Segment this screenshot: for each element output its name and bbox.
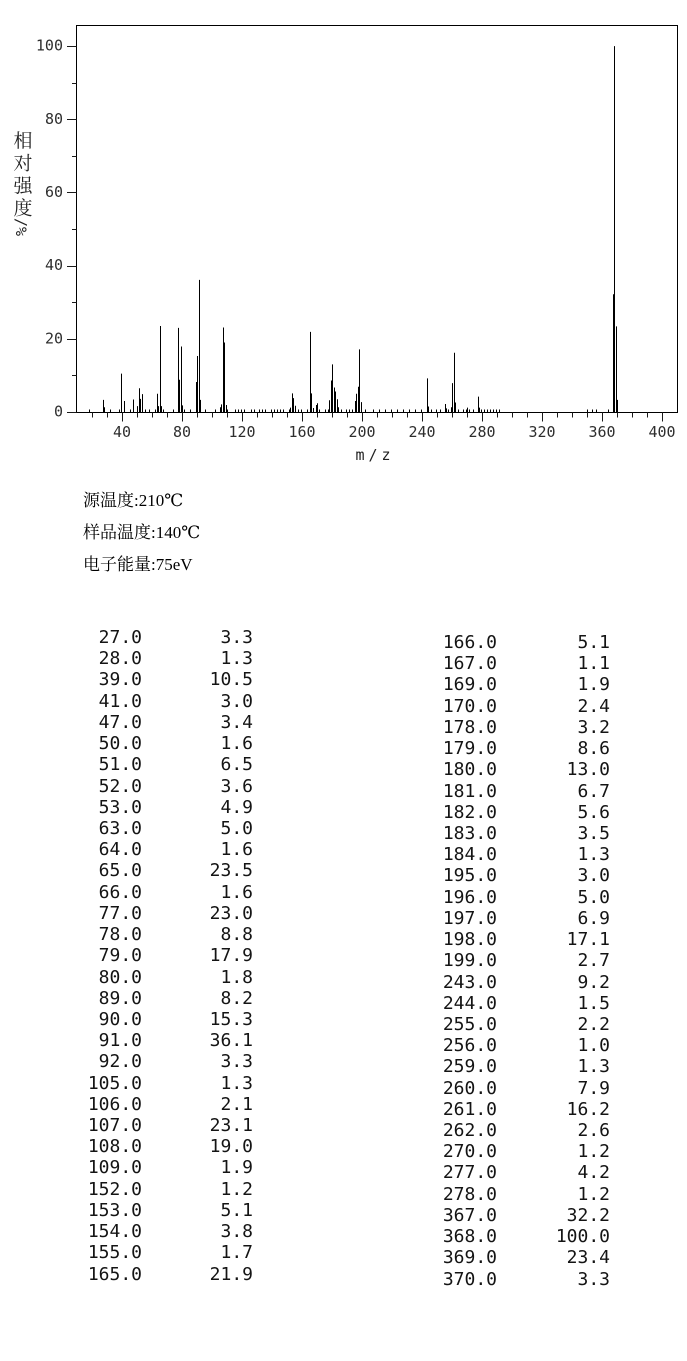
plot-border xyxy=(77,26,678,413)
peak-intensity: 10.5 xyxy=(209,669,253,691)
peak-intensity: 23.4 xyxy=(566,1247,610,1269)
peak-intensity: 2.7 xyxy=(577,950,610,972)
peak-intensity: 4.2 xyxy=(577,1162,610,1184)
peak-mz: 108.0 xyxy=(87,1136,142,1158)
peak-row xyxy=(435,1120,610,1141)
peak-intensity: 21.9 xyxy=(209,1263,253,1285)
peak-intensity: 1.3 xyxy=(577,1056,610,1078)
peak-row xyxy=(80,1221,253,1242)
peak-mz: 27.0 xyxy=(98,627,142,648)
peak-intensity: 17.9 xyxy=(209,945,253,967)
peak-intensity: 5.1 xyxy=(577,632,610,653)
peak-row xyxy=(80,839,253,860)
peak-row xyxy=(435,844,610,865)
peak-intensity: 2.2 xyxy=(577,1013,610,1035)
peak-mz: 183.0 xyxy=(442,822,497,844)
peak-intensity: 3.3 xyxy=(220,627,253,648)
peak-row xyxy=(80,988,253,1009)
peak-row xyxy=(435,1078,610,1099)
peak-mz: 153.0 xyxy=(87,1199,142,1221)
peak-row xyxy=(80,712,253,733)
peak-row xyxy=(435,887,610,908)
peak-intensity: 13.0 xyxy=(566,759,610,781)
peak-row xyxy=(435,759,610,780)
x-tick-label: 80 xyxy=(172,423,192,441)
peak-row xyxy=(80,1242,253,1263)
y-tick-label: 20 xyxy=(44,329,63,348)
peak-mz: 77.0 xyxy=(98,902,142,924)
peak-intensity: 1.3 xyxy=(220,648,253,670)
peak-row xyxy=(435,653,610,674)
peak-mz: 259.0 xyxy=(442,1056,497,1078)
peak-intensity: 36.1 xyxy=(209,1030,253,1052)
peak-mz: 155.0 xyxy=(87,1242,142,1264)
peak-row xyxy=(80,1094,253,1115)
peak-intensity: 1.0 xyxy=(577,1035,610,1057)
peak-mz: 64.0 xyxy=(98,839,142,861)
peak-row xyxy=(435,1056,610,1077)
peak-intensity: 23.1 xyxy=(209,1115,253,1137)
peak-row xyxy=(80,733,253,754)
x-tick-label: 240 xyxy=(408,423,436,441)
peak-mz: 199.0 xyxy=(442,950,497,972)
peak-row xyxy=(80,1179,253,1200)
y-tick-label: 40 xyxy=(44,256,63,275)
peak-row xyxy=(435,865,610,886)
peak-row xyxy=(80,860,253,881)
y-axis-title-char: 强 xyxy=(13,176,33,197)
peak-intensity: 5.0 xyxy=(577,886,610,908)
y-tick-label: 80 xyxy=(44,109,63,128)
peak-row xyxy=(80,1030,253,1051)
peak-mz: 278.0 xyxy=(442,1183,497,1205)
peak-intensity: 3.8 xyxy=(220,1221,253,1243)
peak-mz: 198.0 xyxy=(442,929,497,951)
x-tick-label: 120 xyxy=(228,423,256,441)
peak-intensity: 3.0 xyxy=(577,865,610,887)
peak-intensity: 2.6 xyxy=(577,1120,610,1142)
peak-intensity: 3.3 xyxy=(577,1268,610,1290)
peak-row xyxy=(435,717,610,738)
peak-mz: 39.0 xyxy=(98,669,142,691)
peak-mz: 90.0 xyxy=(98,1008,142,1030)
peak-mz: 52.0 xyxy=(98,775,142,797)
peak-mz: 180.0 xyxy=(442,759,497,781)
peak-mz: 152.0 xyxy=(87,1178,142,1200)
peak-mz: 41.0 xyxy=(98,690,142,712)
x-axis-title: m/z xyxy=(355,446,395,464)
y-axis-title-char: 对 xyxy=(13,153,33,175)
peak-mz: 91.0 xyxy=(98,1030,142,1052)
peak-mz: 78.0 xyxy=(98,924,142,946)
peak-mz: 256.0 xyxy=(442,1035,497,1057)
peak-mz: 184.0 xyxy=(442,844,497,866)
peak-mz: 105.0 xyxy=(87,1072,142,1094)
peak-row xyxy=(80,903,253,924)
peak-row xyxy=(80,669,253,690)
peak-intensity: 3.2 xyxy=(577,716,610,738)
peak-intensity: 1.5 xyxy=(577,992,610,1014)
peak-row xyxy=(435,1099,610,1120)
x-tick-label: 320 xyxy=(528,423,556,441)
peak-intensity: 1.2 xyxy=(577,1141,610,1163)
x-tick-label: 160 xyxy=(288,423,316,441)
peak-intensity: 1.9 xyxy=(577,674,610,696)
peak-row xyxy=(435,972,610,993)
peak-row xyxy=(80,627,253,648)
peak-intensity: 5.1 xyxy=(220,1199,253,1221)
peak-row xyxy=(80,1051,253,1072)
peak-row xyxy=(435,908,610,929)
x-tick-label: 40 xyxy=(112,423,132,441)
y-tick-labels xyxy=(36,37,63,421)
peak-intensity: 6.7 xyxy=(577,780,610,802)
peak-intensity: 5.6 xyxy=(577,801,610,823)
peak-row xyxy=(80,1136,253,1157)
peak-intensity: 23.5 xyxy=(209,860,253,882)
peak-intensity: 1.1 xyxy=(577,653,610,675)
peak-mz: 154.0 xyxy=(87,1221,142,1243)
peak-intensity: 32.2 xyxy=(566,1204,610,1226)
peak-intensity: 16.2 xyxy=(566,1098,610,1120)
peak-mz: 179.0 xyxy=(442,738,497,760)
peak-mz: 80.0 xyxy=(98,966,142,988)
param-source-temperature: 源温度:210℃ xyxy=(83,491,184,510)
peak-intensity: 1.2 xyxy=(220,1178,253,1200)
peak-intensity: 3.5 xyxy=(577,822,610,844)
peak-row xyxy=(435,823,610,844)
peak-intensity: 3.0 xyxy=(220,690,253,712)
peak-intensity: 1.3 xyxy=(220,1072,253,1094)
peak-mz: 63.0 xyxy=(98,817,142,839)
peak-row xyxy=(435,632,610,653)
peak-mz: 277.0 xyxy=(442,1162,497,1184)
peak-intensity: 23.0 xyxy=(209,902,253,924)
peak-row xyxy=(80,924,253,945)
peak-row xyxy=(435,929,610,950)
peak-intensity: 7.9 xyxy=(577,1077,610,1099)
peak-mz: 181.0 xyxy=(442,780,497,802)
y-tick-label: 60 xyxy=(44,182,63,201)
peak-mz: 65.0 xyxy=(98,860,142,882)
peak-mz: 47.0 xyxy=(98,711,142,733)
peak-mz: 262.0 xyxy=(442,1120,497,1142)
peak-intensity: 5.0 xyxy=(220,817,253,839)
peak-mz: 369.0 xyxy=(442,1247,497,1269)
peak-intensity: 1.6 xyxy=(220,733,253,755)
peak-mz: 255.0 xyxy=(442,1013,497,1035)
peak-mz: 66.0 xyxy=(98,881,142,903)
peak-row xyxy=(80,797,253,818)
peak-intensity: 3.3 xyxy=(220,1051,253,1073)
peak-intensity: 9.2 xyxy=(577,971,610,993)
peak-mz: 197.0 xyxy=(442,907,497,929)
peak-mz: 92.0 xyxy=(98,1051,142,1073)
peak-row xyxy=(80,945,253,966)
y-axis-title xyxy=(12,130,33,236)
peak-mz: 195.0 xyxy=(442,865,497,887)
peak-mz: 261.0 xyxy=(442,1098,497,1120)
peak-row xyxy=(80,1073,253,1094)
measurement-params xyxy=(83,492,200,588)
peak-mz: 167.0 xyxy=(442,653,497,675)
peak-table-right-column xyxy=(435,632,610,1290)
peak-row xyxy=(80,1264,253,1285)
peak-row xyxy=(435,1205,610,1226)
peak-intensity: 1.7 xyxy=(220,1242,253,1264)
peak-intensity: 1.6 xyxy=(220,881,253,903)
peak-mz: 53.0 xyxy=(98,796,142,818)
y-axis-title-unit: /% xyxy=(12,218,30,237)
peak-mz: 244.0 xyxy=(442,992,497,1014)
peak-row xyxy=(80,776,253,797)
peak-row xyxy=(80,691,253,712)
peak-intensity: 1.9 xyxy=(220,1157,253,1179)
peak-row xyxy=(80,1157,253,1178)
x-tick-label: 200 xyxy=(348,423,376,441)
y-axis-title-char: 相 xyxy=(13,131,33,152)
peak-row xyxy=(435,1184,610,1205)
peak-mz: 106.0 xyxy=(87,1093,142,1115)
peak-mz: 182.0 xyxy=(442,801,497,823)
peak-row xyxy=(435,781,610,802)
peak-row xyxy=(80,754,253,775)
peak-mz: 260.0 xyxy=(442,1077,497,1099)
peak-mz: 28.0 xyxy=(98,648,142,670)
peak-row xyxy=(435,950,610,971)
peak-row xyxy=(80,1200,253,1221)
peak-mz: 165.0 xyxy=(87,1263,142,1285)
peak-intensity: 6.9 xyxy=(577,907,610,929)
peak-mz: 166.0 xyxy=(442,632,497,653)
peak-mz: 50.0 xyxy=(98,733,142,755)
mass-spectrum-chart xyxy=(0,0,687,470)
peak-mz: 243.0 xyxy=(442,971,497,993)
peak-intensity: 17.1 xyxy=(566,929,610,951)
peak-row xyxy=(435,993,610,1014)
peak-intensity: 2.1 xyxy=(220,1093,253,1115)
peak-intensity: 8.6 xyxy=(577,738,610,760)
peak-mz: 170.0 xyxy=(442,695,497,717)
peak-table-left-column xyxy=(80,627,253,1285)
peak-mz: 370.0 xyxy=(442,1268,497,1290)
peak-row xyxy=(435,1162,610,1183)
x-tick-labels xyxy=(113,423,676,441)
y-tick-label: 100 xyxy=(35,36,63,55)
peak-row xyxy=(80,818,253,839)
peak-mz: 367.0 xyxy=(442,1204,497,1226)
peak-mz: 51.0 xyxy=(98,754,142,776)
peak-row xyxy=(435,1035,610,1056)
peak-intensity: 19.0 xyxy=(209,1136,253,1158)
peak-intensity: 15.3 xyxy=(209,1008,253,1030)
peak-mz: 169.0 xyxy=(442,674,497,696)
peak-mz: 368.0 xyxy=(442,1226,497,1248)
peak-row xyxy=(435,696,610,717)
peak-intensity: 3.6 xyxy=(220,775,253,797)
y-axis xyxy=(67,47,77,413)
peak-row xyxy=(80,1009,253,1030)
peak-mz: 270.0 xyxy=(442,1141,497,1163)
x-tick-label: 280 xyxy=(468,423,496,441)
peak-intensity: 8.8 xyxy=(220,924,253,946)
peak-row xyxy=(435,1141,610,1162)
peak-row xyxy=(80,882,253,903)
x-tick-label: 400 xyxy=(648,423,676,441)
peak-row xyxy=(80,967,253,988)
peak-intensity: 2.4 xyxy=(577,695,610,717)
peak-intensity: 1.6 xyxy=(220,839,253,861)
peak-mz: 89.0 xyxy=(98,987,142,1009)
x-axis xyxy=(93,413,663,422)
x-tick-label: 360 xyxy=(588,423,616,441)
peak-intensity: 1.3 xyxy=(577,844,610,866)
peak-row xyxy=(435,738,610,759)
y-tick-label: 0 xyxy=(53,402,63,421)
y-axis-title-char: 度 xyxy=(13,198,33,220)
peak-intensity: 1.8 xyxy=(220,966,253,988)
peak-mz: 107.0 xyxy=(87,1115,142,1137)
peak-row xyxy=(80,648,253,669)
peak-intensity: 6.5 xyxy=(220,754,253,776)
peak-intensity: 4.9 xyxy=(220,796,253,818)
peak-mz: 79.0 xyxy=(98,945,142,967)
peak-row xyxy=(435,1014,610,1035)
peak-mz: 178.0 xyxy=(442,716,497,738)
peak-row xyxy=(435,1247,610,1268)
peak-mz: 196.0 xyxy=(442,886,497,908)
peak-row xyxy=(435,674,610,695)
peak-intensity: 1.2 xyxy=(577,1183,610,1205)
peak-intensity: 100.0 xyxy=(555,1226,610,1248)
peak-intensity: 3.4 xyxy=(220,711,253,733)
peak-intensity: 8.2 xyxy=(220,987,253,1009)
peak-row xyxy=(80,1115,253,1136)
peak-row xyxy=(435,1226,610,1247)
param-electron-energy: 电子能量:75eV xyxy=(83,555,193,574)
peak-row xyxy=(435,1269,610,1290)
peak-mz: 109.0 xyxy=(87,1157,142,1179)
peaks xyxy=(90,46,618,412)
param-sample-temperature: 样品温度:140℃ xyxy=(83,523,201,542)
peak-row xyxy=(435,802,610,823)
